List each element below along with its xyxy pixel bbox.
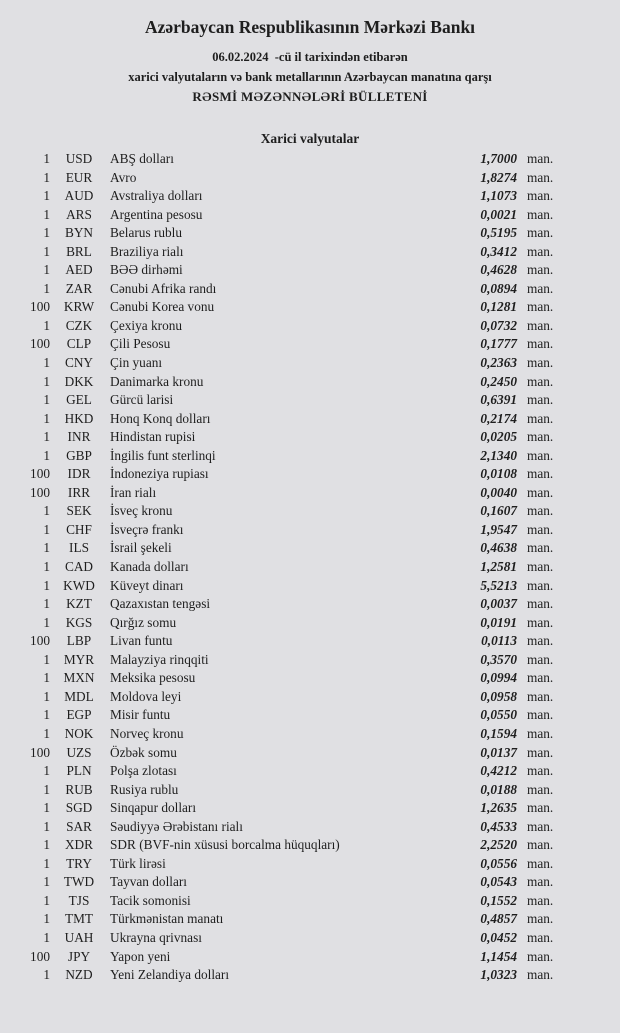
rate-value: 0,0958 (480, 688, 517, 704)
section-title-foreign-currencies: Xarici valyutalar (260, 131, 360, 146)
currency-quantity: 1 (43, 874, 50, 890)
currency-name: Türkmənistan manatı (110, 911, 224, 927)
rate-value: 5,5213 (480, 577, 517, 593)
currency-code: UZS (66, 744, 92, 760)
currency-name: Meksika pesosu (110, 670, 196, 686)
rate-value: 0,0452 (480, 929, 517, 945)
currency-code: ARS (66, 206, 92, 222)
currency-code: ZAR (65, 280, 93, 296)
currency-name: Argentina pesosu (110, 206, 203, 222)
rate-value: 0,1594 (480, 725, 517, 741)
rate-unit: man. (527, 967, 554, 983)
rate-row (0, 744, 567, 763)
currency-name: Hindistan rupisi (110, 429, 196, 445)
rate-row (0, 447, 567, 466)
currency-name: Çili Pesosu (110, 336, 171, 352)
currency-code: CZK (65, 317, 93, 333)
rate-row (0, 280, 567, 299)
rate-unit: man. (527, 911, 554, 927)
rate-row (0, 261, 567, 280)
currency-quantity: 1 (43, 151, 50, 166)
currency-quantity: 1 (43, 781, 50, 797)
rate-unit: man. (527, 429, 554, 445)
rate-value: 0,1552 (480, 892, 517, 908)
rate-row (0, 818, 567, 837)
currency-name: Avstraliya dolları (110, 188, 203, 204)
currency-code: EUR (65, 169, 93, 185)
currency-code: XDR (64, 837, 94, 853)
currency-name: Tayvan dolları (110, 874, 187, 890)
currency-name: Livan funtu (110, 633, 173, 649)
currency-quantity: 1 (43, 614, 50, 630)
currency-name: Honq Konq dolları (110, 410, 211, 426)
rate-row (0, 206, 567, 225)
rate-row (0, 632, 567, 651)
currency-code: KZT (66, 596, 92, 612)
rate-value: 1,0323 (480, 967, 517, 983)
currency-name: Braziliya rialı (110, 243, 184, 259)
currency-name: SDR (BVF-nin xüsusi borcalma hüquqları) (110, 837, 340, 853)
rate-value: 1,1454 (480, 948, 517, 964)
currency-quantity: 1 (43, 929, 50, 945)
rate-unit: man. (527, 874, 554, 890)
rate-value: 0,0108 (480, 466, 517, 482)
currency-quantity: 1 (43, 818, 50, 834)
currency-quantity: 1 (43, 763, 50, 779)
rate-unit: man. (527, 929, 554, 945)
rate-row (0, 929, 567, 948)
currency-code: MYR (63, 651, 95, 667)
rate-value: 0,0113 (481, 633, 517, 649)
rate-value: 0,5195 (480, 225, 517, 241)
rate-value: 0,2174 (480, 410, 517, 426)
currency-quantity: 1 (43, 355, 50, 371)
currency-code: CNY (64, 355, 94, 371)
rate-unit: man. (527, 410, 554, 426)
currency-code: USD (65, 151, 93, 166)
rate-unit: man. (527, 800, 554, 816)
bank-name-title: Azərbaycan Respublikasının Mərkəzi Bankı (144, 17, 476, 37)
currency-name: Misir funtu (110, 707, 171, 723)
rate-unit: man. (527, 169, 554, 185)
rate-row (0, 614, 567, 633)
currency-quantity: 1 (43, 596, 50, 612)
rate-value: 1,1073 (480, 188, 517, 204)
currency-code: AUD (64, 188, 94, 204)
currency-code: DKK (64, 373, 94, 389)
currency-quantity: 1 (43, 707, 50, 723)
currency-name: İngilis funt sterlinqi (110, 447, 216, 463)
rate-unit: man. (527, 447, 554, 463)
rate-row (0, 966, 567, 985)
rate-unit: man. (527, 503, 554, 519)
currency-name: Ukrayna qrivnası (110, 929, 202, 945)
currency-name: Danimarka kronu (110, 373, 204, 389)
rate-value: 0,4638 (480, 540, 517, 556)
currency-quantity: 1 (43, 169, 50, 185)
currency-name: Çin yuanı (110, 355, 163, 371)
currency-quantity: 100 (30, 466, 50, 482)
rate-unit: man. (527, 280, 554, 296)
currency-name: Küveyt dinarı (110, 577, 184, 593)
rate-row (0, 539, 567, 558)
rate-value: 0,4533 (480, 818, 517, 834)
currency-code: KWD (63, 577, 95, 593)
rate-value: 0,2363 (480, 355, 517, 371)
rate-value: 1,8274 (480, 169, 517, 185)
currency-code: MDL (64, 688, 94, 704)
currency-name: İsveç kronu (110, 503, 173, 519)
currency-quantity: 100 (30, 633, 50, 649)
rate-unit: man. (527, 225, 554, 241)
rate-value: 0,4628 (480, 262, 517, 278)
rate-unit: man. (527, 540, 554, 556)
currency-name: İran rialı (110, 484, 157, 500)
rate-row (0, 187, 567, 206)
rate-value: 0,4212 (480, 763, 517, 779)
rate-unit: man. (527, 818, 554, 834)
rate-row (0, 725, 567, 744)
rate-row (0, 410, 567, 429)
rate-row (0, 428, 567, 447)
currency-code: LBP (66, 633, 92, 649)
rate-unit: man. (527, 725, 554, 741)
currency-quantity: 1 (43, 392, 50, 408)
rate-row (0, 354, 567, 373)
currency-quantity: 1 (43, 688, 50, 704)
rate-value: 2,1340 (480, 447, 517, 463)
rate-unit: man. (527, 596, 554, 612)
rate-row (0, 706, 567, 725)
rate-unit: man. (527, 484, 554, 500)
currency-name: Tacik somonisi (110, 892, 191, 908)
rate-value: 0,0732 (480, 317, 517, 333)
currency-name: Gürcü larisi (110, 392, 174, 408)
rate-unit: man. (527, 614, 554, 630)
currency-code: TWD (63, 874, 95, 890)
currency-code: TJS (68, 892, 90, 908)
currency-quantity: 1 (43, 521, 50, 537)
rate-row (0, 669, 567, 688)
currency-code: EGP (66, 707, 92, 723)
rate-unit: man. (527, 299, 554, 315)
rate-unit: man. (527, 521, 554, 537)
rate-unit: man. (527, 892, 554, 908)
currency-code: IDR (67, 466, 91, 482)
currency-quantity: 1 (43, 262, 50, 278)
currency-name: BƏƏ dirhəmi (110, 262, 183, 278)
rate-value: 1,2581 (480, 559, 517, 575)
currency-quantity: 1 (43, 800, 50, 816)
currency-code: TMT (64, 911, 94, 927)
rate-row (0, 298, 567, 317)
currency-code: CHF (66, 521, 92, 537)
currency-quantity: 100 (30, 744, 50, 760)
rate-value: 0,3412 (480, 243, 517, 259)
currency-quantity: 1 (43, 855, 50, 871)
rate-unit: man. (527, 206, 554, 222)
currency-quantity: 1 (43, 410, 50, 426)
rate-row (0, 502, 567, 521)
rate-value: 1,7000 (480, 151, 517, 166)
currency-name: Səudiyyə Ərəbistanı rialı (110, 818, 243, 834)
currency-quantity: 100 (30, 299, 50, 315)
rate-value: 0,4857 (480, 911, 517, 927)
rate-value: 0,0040 (480, 484, 517, 500)
currency-code: NZD (65, 967, 93, 983)
rate-row (0, 335, 567, 354)
currency-name: İsrail şekeli (110, 540, 172, 556)
rate-unit: man. (527, 763, 554, 779)
rate-value: 0,3570 (480, 651, 517, 667)
rate-row (0, 484, 567, 503)
currency-name: Sinqapur dolları (110, 800, 197, 816)
rate-row (0, 150, 567, 169)
currency-quantity: 100 (30, 948, 50, 964)
rate-unit: man. (527, 336, 554, 352)
currency-name: ABŞ dolları (110, 151, 174, 166)
rate-value: 0,0021 (480, 206, 517, 222)
rate-value: 0,2450 (480, 373, 517, 389)
currency-name: Belarus rublu (110, 225, 183, 241)
currency-code: SEK (66, 503, 92, 519)
currency-quantity: 1 (43, 206, 50, 222)
rate-value: 0,0550 (480, 707, 517, 723)
rate-unit: man. (527, 670, 554, 686)
currency-code: IRR (67, 484, 91, 500)
currency-quantity: 1 (43, 280, 50, 296)
currency-code: BRL (66, 243, 92, 259)
currency-quantity: 1 (43, 967, 50, 983)
currency-name: Malayziya rinqqiti (110, 651, 209, 667)
currency-name: İsveçrə frankı (110, 521, 184, 537)
rate-value: 1,2635 (480, 800, 517, 816)
currency-name: Qırğız somu (110, 614, 177, 630)
currency-name: İndoneziya rupiası (110, 466, 209, 482)
rate-value: 0,0137 (480, 744, 517, 760)
currency-quantity: 1 (43, 225, 50, 241)
currency-quantity: 1 (43, 540, 50, 556)
currency-name: Qazaxıstan tengəsi (110, 596, 211, 612)
currency-quantity: 1 (43, 892, 50, 908)
currency-code: RUB (65, 781, 93, 797)
rate-row (0, 317, 567, 336)
currency-code: AED (65, 262, 93, 278)
currency-quantity: 1 (43, 373, 50, 389)
currency-name: Norveç kronu (110, 725, 184, 741)
rate-row (0, 873, 567, 892)
currency-code: GBP (66, 447, 92, 463)
rate-unit: man. (527, 688, 554, 704)
rate-unit: man. (527, 948, 554, 964)
rate-unit: man. (527, 466, 554, 482)
bulletin-header (0, 16, 620, 107)
currency-name: Yapon yeni (110, 948, 171, 964)
currency-name: Yeni Zelandiya dolları (110, 967, 230, 983)
rate-value: 0,0994 (480, 670, 517, 686)
currency-quantity: 1 (43, 725, 50, 741)
rate-unit: man. (527, 188, 554, 204)
rate-row (0, 169, 567, 188)
rate-row (0, 762, 567, 781)
currency-name: Türk lirəsi (110, 855, 166, 871)
currency-code: JPY (67, 948, 91, 964)
rate-row (0, 910, 567, 929)
currency-name: Rusiya rublu (110, 781, 179, 797)
currency-quantity: 1 (43, 188, 50, 204)
rate-unit: man. (527, 373, 554, 389)
rate-row (0, 651, 567, 670)
rate-value: 1,9547 (480, 521, 517, 537)
currency-quantity: 1 (43, 670, 50, 686)
rate-unit: man. (527, 837, 554, 853)
currency-code: TRY (66, 855, 92, 871)
rate-row (0, 373, 567, 392)
currency-code: KRW (63, 299, 95, 315)
rate-value: 0,1281 (480, 299, 517, 315)
rate-value: 0,0556 (480, 855, 517, 871)
currency-quantity: 100 (30, 336, 50, 352)
currency-name: Avro (110, 169, 137, 185)
currency-name: Özbək somu (110, 744, 177, 760)
rate-unit: man. (527, 855, 554, 871)
currency-code: CLP (66, 336, 92, 352)
rate-value: 0,1607 (480, 503, 517, 519)
bulletin-title: RƏSMİ MƏZƏNNƏLƏRİ BÜLLETENİ (192, 89, 428, 104)
currency-name: Cənubi Korea vonu (110, 299, 215, 315)
rate-value: 2,2520 (480, 837, 517, 853)
rate-unit: man. (527, 781, 554, 797)
rate-unit: man. (527, 577, 554, 593)
rate-row (0, 391, 567, 410)
currency-quantity: 1 (43, 447, 50, 463)
rate-row (0, 948, 567, 967)
rate-value: 0,1777 (480, 336, 517, 352)
currency-code: PLN (66, 763, 92, 779)
rate-unit: man. (527, 559, 554, 575)
rate-unit: man. (527, 355, 554, 371)
rate-row (0, 688, 567, 707)
rate-row (0, 595, 567, 614)
rate-row (0, 836, 567, 855)
rate-unit: man. (527, 744, 554, 760)
currency-quantity: 1 (43, 837, 50, 853)
currency-code: KGS (65, 614, 93, 630)
currency-name: Cənubi Afrika randı (110, 280, 217, 296)
currency-name: Kanada dolları (110, 559, 189, 575)
rate-unit: man. (527, 633, 554, 649)
rate-row (0, 799, 567, 818)
exchange-rates-table (0, 150, 620, 985)
rate-value: 0,0894 (480, 280, 517, 296)
currency-code: BYN (64, 225, 94, 241)
currency-quantity: 1 (43, 503, 50, 519)
currency-code: SGD (65, 800, 93, 816)
currency-code: SAR (66, 818, 92, 834)
currency-quantity: 1 (43, 911, 50, 927)
rate-unit: man. (527, 651, 554, 667)
rate-unit: man. (527, 392, 554, 408)
rate-value: 0,0543 (480, 874, 517, 890)
rate-value: 0,0037 (480, 596, 517, 612)
currency-name: Çexiya kronu (110, 317, 183, 333)
currency-code: ILS (69, 540, 89, 556)
currency-code: GEL (66, 392, 92, 408)
rate-row (0, 892, 567, 911)
effective-date-line: 06.02.2024 -cü il tarixindən etibarən (212, 50, 408, 64)
rate-unit: man. (527, 243, 554, 259)
rate-value: 0,0205 (480, 429, 517, 445)
rate-unit: man. (527, 262, 554, 278)
currency-quantity: 1 (43, 243, 50, 259)
currency-code: MXN (63, 670, 95, 686)
currency-code: HKD (64, 410, 94, 426)
subject-line: xarici valyutaların və bank metallarının Azərbaycan manatına qarşı (128, 70, 492, 84)
rate-value: 0,0188 (480, 781, 517, 797)
rate-row (0, 577, 567, 596)
rate-row (0, 243, 567, 262)
currency-quantity: 1 (43, 429, 50, 445)
rate-unit: man. (527, 317, 554, 333)
currency-name: Moldova leyi (110, 688, 182, 704)
rate-row (0, 224, 567, 243)
rate-row (0, 465, 567, 484)
currency-quantity: 1 (43, 317, 50, 333)
currency-code: UAH (64, 929, 94, 945)
rate-unit: man. (527, 151, 554, 166)
rate-value: 0,0191 (480, 614, 517, 630)
currency-name: Polşa zlotası (110, 763, 177, 779)
rate-row (0, 781, 567, 800)
currency-quantity: 100 (30, 484, 50, 500)
currency-code: INR (67, 429, 91, 445)
rate-value: 0,6391 (480, 392, 517, 408)
rate-row (0, 558, 567, 577)
rate-row (0, 855, 567, 874)
currency-quantity: 1 (43, 559, 50, 575)
currency-code: NOK (64, 725, 94, 741)
currency-code: CAD (64, 559, 94, 575)
rate-row (0, 521, 567, 540)
currency-quantity: 1 (43, 651, 50, 667)
currency-quantity: 1 (43, 577, 50, 593)
rate-unit: man. (527, 707, 554, 723)
